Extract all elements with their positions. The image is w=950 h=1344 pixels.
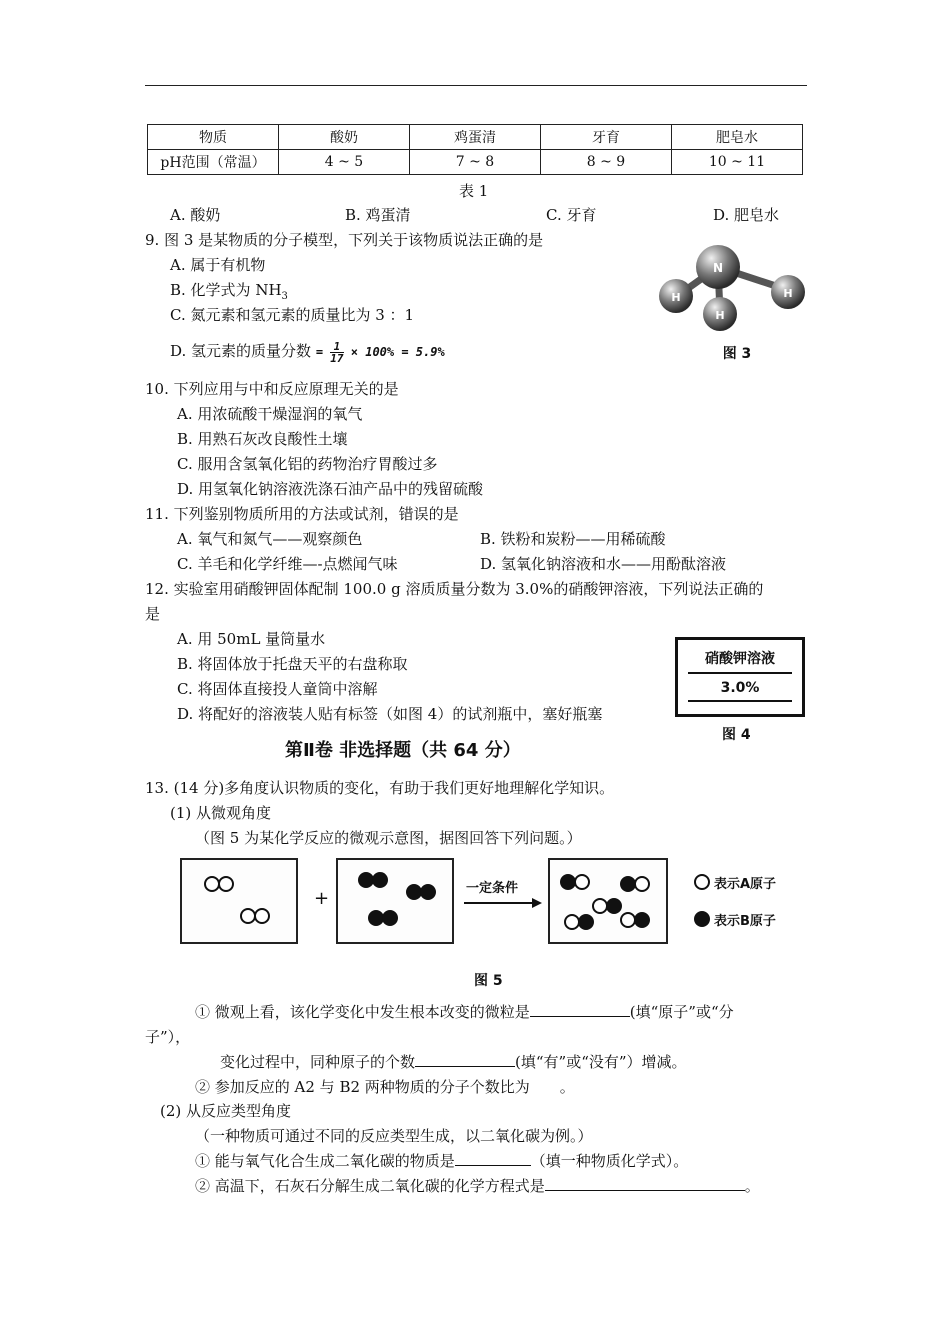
atom-b: [382, 910, 398, 926]
q12-option-c: C. 将固体直接投人童筒中溶解: [177, 680, 378, 698]
atom-label: N: [712, 261, 724, 275]
atom-b: [606, 898, 622, 914]
q13-q2: ② 参加反应的 A2 与 B2 两种物质的分子个数比为 。: [195, 1078, 575, 1096]
label-concentration: 3.0%: [688, 680, 792, 702]
table-cell: 4 ~ 5: [279, 150, 410, 175]
q10-option-d: D. 用氢氧化钠溶液洗涤石油产品中的残留硫酸: [177, 480, 484, 498]
q12-option-b: B. 将固体放于托盘天平的右盘称取: [177, 655, 408, 673]
mass-fraction-formula: = $\frac{1}{17}$ × 100% = 5.9%: [315, 340, 445, 365]
answer-blank[interactable]: [455, 1151, 531, 1166]
table-cell: 10 ~ 11: [672, 150, 803, 175]
q13-part2-title: (2) 从反应类型角度: [160, 1102, 292, 1120]
atom-label: H: [715, 309, 725, 322]
atom-label: H: [783, 287, 793, 300]
reactant-b2-box: [336, 858, 454, 944]
atom-a: [254, 908, 270, 924]
q13-q1-line2: 子”），: [145, 1028, 191, 1046]
atom-b: [420, 884, 436, 900]
reagent-label-figure: [675, 637, 805, 717]
section-title: 第Ⅱ卷 非选择题（共 64 分）: [285, 740, 521, 761]
table-cell: 7 ~ 8: [410, 150, 541, 175]
atom-a: [574, 874, 590, 890]
reaction-arrow-icon: [462, 896, 544, 910]
q10-option-c: C. 服用含氢氧化铝的药物治疗胃酸过多: [177, 455, 438, 473]
q9-option-d: D. 氢元素的质量分数 = $\frac{1}{17}$ × 100% = 5.9%: [170, 340, 445, 365]
answer-blank[interactable]: [545, 1176, 745, 1191]
q13-part2-note: （一种物质可通过不同的反应类型生成，以二氧化碳为例。）: [195, 1127, 593, 1145]
q10-option-a: A. 用浓硫酸干燥湿润的氧气: [177, 405, 363, 423]
q8-option-d: D. 肥皂水: [713, 206, 780, 224]
table-cell: pH范围（常温）: [148, 150, 279, 175]
legend-a-label: 表示A原子: [714, 877, 777, 892]
q9-option-c: C. 氮元素和氢元素的质量比为 3 ：1: [170, 306, 415, 324]
atom-b: [372, 872, 388, 888]
table-cell: 酸奶: [279, 125, 410, 150]
q12-stem: 12. 实验室用硝酸钾固体配制 100.0 g 溶质质量分数为 3.0%的硝酸钾溶液，下列说法正确的: [145, 580, 764, 598]
q12-stem-cont: 是: [145, 605, 161, 623]
answer-blank[interactable]: [415, 1052, 515, 1067]
legend-b-label: 表示B原子: [714, 914, 776, 929]
table-row: [148, 150, 803, 175]
q13-part2-q1: ① 能与氧气化合生成二氧化碳的物质是 （填一种物质化学式）。: [195, 1152, 689, 1170]
label-name: 硝酸钾溶液: [688, 648, 792, 674]
table-cell: 物质: [148, 125, 279, 150]
answer-blank[interactable]: [530, 1002, 630, 1017]
q9-stem: 9. 图 3 是某物质的分子模型，下列关于该物质说法正确的是: [145, 231, 544, 249]
q10-stem: 10. 下列应用与中和反应原理无关的是: [145, 380, 399, 398]
q9-option-a: A. 属于有机物: [170, 256, 266, 274]
table-cell: 8 ~ 9: [541, 150, 672, 175]
molecule-model-figure: [640, 232, 810, 367]
atom-a: [218, 876, 234, 892]
q11-stem: 11. 下列鉴别物质所用的方法或试剂，错误的是: [145, 505, 459, 523]
reaction-condition: 一定条件: [466, 881, 519, 896]
q9-option-b: B. 化学式为 $NH_3$: [170, 281, 288, 302]
reactant-a2-box: [180, 858, 298, 944]
table-cell: 肥皂水: [672, 125, 803, 150]
atom-b: [578, 914, 594, 930]
plus-sign: +: [314, 888, 330, 909]
q11-option-b: B. 铁粉和炭粉——用稀硫酸: [480, 530, 666, 548]
header-rule: [145, 85, 807, 86]
product-box: [548, 858, 668, 944]
legend-atom-b-icon: [694, 911, 710, 927]
q8-option-b: B. 鸡蛋清: [345, 206, 411, 224]
table-header-row: [148, 125, 803, 150]
figure-caption: 图 3: [722, 346, 752, 362]
q13-part1-note: （图 5 为某化学反应的微观示意图，据图回答下列问题。）: [195, 829, 582, 847]
q8-option-c: C. 牙育: [546, 206, 597, 224]
q13-q1-line3: 变化过程中，同种原子的个数 (填“有”或“没有”）增减。: [220, 1053, 687, 1071]
atom-b: [634, 912, 650, 928]
q10-option-b: B. 用熟石灰改良酸性土壤: [177, 430, 348, 448]
ph-table: [147, 124, 803, 175]
table-cell: 鸡蛋清: [410, 125, 541, 150]
q12-option-d: D. 将配好的溶液装人贴有标签（如图 4）的试剂瓶中，塞好瓶塞: [177, 705, 603, 723]
q8-option-a: A. 酸奶: [170, 206, 221, 224]
q11-option-a: A. 氧气和氮气——观察颜色: [177, 530, 363, 548]
figure-caption: 图 5: [474, 973, 503, 989]
atom-label: H: [671, 291, 681, 304]
q13-part1-title: (1) 从微观角度: [170, 804, 272, 822]
atom-a: [634, 876, 650, 892]
q13-stem: 13. (14 分)多角度认识物质的变化，有助于我们更好地理解化学知识。: [145, 779, 615, 797]
table-caption: 表 1: [459, 182, 489, 200]
figure-caption: 图 4: [722, 727, 751, 743]
q13-part2-q2: ② 高温下，石灰石分解生成二氧化碳的化学方程式是 。: [195, 1177, 760, 1195]
table-cell: 牙育: [541, 125, 672, 150]
q12-option-a: A. 用 50mL 量筒量水: [177, 630, 326, 648]
legend-atom-a-icon: [694, 874, 710, 890]
q13-q1-line1: ① 微观上看，该化学变化中发生根本改变的微粒是 (填“原子”或“分: [195, 1003, 734, 1021]
q11-option-c: C. 羊毛和化学纤维—-点燃闻气味: [177, 555, 398, 573]
q11-option-d: D. 氢氧化钠溶液和水——用酚酞溶液: [480, 555, 727, 573]
